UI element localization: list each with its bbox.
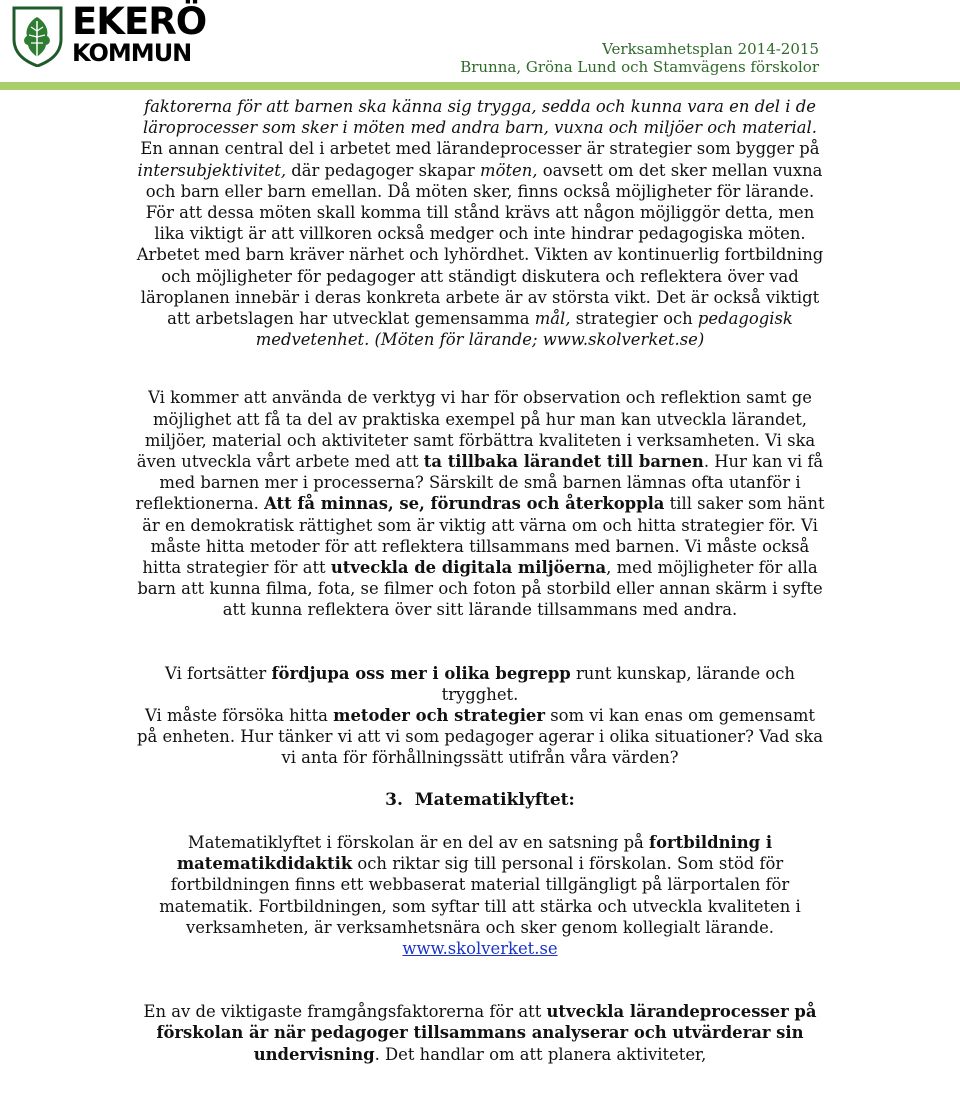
units-subtitle: Brunna, Gröna Lund och Stamvägens förskolor — [460, 58, 819, 76]
text-segment: runt kunskap, lärande och trygghet. — [441, 663, 795, 704]
text-segment: Vi fortsätter — [165, 663, 272, 683]
oak-leaf-shield-icon — [10, 5, 65, 67]
text-segment: Matematiklyftet i förskolan är en del av en satsning på — [187, 832, 650, 852]
bold-phrase: fördjupa oss mer i olika begrepp — [271, 663, 571, 683]
section-title: Matematiklyftet: — [414, 789, 575, 810]
spacer — [135, 769, 825, 790]
text-segment: där pedagoger skapar — [286, 160, 481, 180]
text-segment: strategier och — [570, 309, 698, 329]
text-segment: , med möjligheter för alla barn att kunna filma, fota, se filmer och foton på storbild eller annan skärm i syfte att kunna reflektera över sitt lärande tillsammans med andra. — [137, 558, 823, 620]
text-segment: En annan central del i arbetet med lärandeprocesser är strategier som bygger på — [140, 139, 820, 159]
bold-phrase: fortbildning i matematikdidaktik — [176, 832, 773, 874]
text-segment: som vi kan enas om gemensamt på enheten. Hur tänker vi att vi som pedagoger agerar i olika situationer? Vad ska vi anta för förhållningssätt utifrån våra värden? — [136, 706, 823, 768]
text-segment: och riktar sig till personal i förskolan. Som stöd för fortbildningen finns ett webbaserat material tillgängligt på lärportalen för matematik. Fortbildningen, som syftar till att stärka och utveckla kvaliteten i verksamheten, är verksamhetsnära och sker genom kollegialt lärande. — [159, 854, 801, 937]
bold-phrase: Att få minnas, se, förundras och återkoppla — [264, 494, 665, 514]
spacer — [135, 621, 825, 663]
paragraph-matematiklyftet — [135, 832, 825, 959]
page-header — [0, 0, 960, 85]
paragraph-success-factors — [135, 1001, 825, 1065]
spacer — [135, 959, 825, 1001]
header-divider-stripe — [0, 82, 960, 90]
text-segment: . Det handlar om att planera aktiviteter, — [374, 1044, 707, 1064]
bold-phrase: ta tillbaka lärandet till barnen — [423, 452, 704, 472]
text-segment: Vi kommer att använda de verktyg vi har för observation och reflektion samt ge möjlighet att få ta del av praktiska exempel på hur man kan utveckla lärandet, miljöer, material och aktiviteter samt förbättra kvaliteten i verksamheten. Vi ska även utveckla vårt arbete med att — [136, 388, 816, 472]
text-segment: Vi måste försöka hitta — [145, 706, 334, 726]
brand-name-line2: KOMMUN — [72, 39, 192, 67]
section-heading-matematiklyftet — [135, 790, 825, 811]
italic-citation: pedagogisk medvetenhet. (Möten för lärande; www.skolverket.se) — [255, 309, 793, 350]
section-number: 3. — [385, 789, 403, 810]
text-segment: oavsett om det sker mellan vuxna och barn eller barn emellan. Då möten sker, finns också möjligheter för lärande. För att dessa möten skall komma till stånd krävs att någon möjliggör detta, men lika viktigt är att villkoren också medger och inte hindrar pedagogiska möten. Arbetet med barn kräver närhet och lyhördhet. Vikten av kontinuerlig fortbildning och möjligheter för pedagoger att ständigt diskutera och reflektera över vad läroplanen innebär i deras konkreta arbete är av största vikt. Det är också viktigt att arbetslagen har utvecklat gemensamma — [136, 160, 824, 329]
text-segment: . Hur kan vi få med barnen mer i processerna? Särskilt de små barnen lämnas ofta utanför i reflektionerna. — [135, 452, 824, 514]
skolverket-link[interactable]: www.skolverket.se — [402, 938, 558, 958]
bold-phrase: utveckla de digitala miljöerna — [330, 558, 607, 578]
paragraph-tools — [135, 387, 825, 620]
text-segment: En av de viktigaste framgångsfaktorerna för att — [143, 1002, 547, 1022]
italic-intro: faktorerna för att barnen ska känna sig trygga, sedda och kunna vara en del i de läroprocesser som sker i möten med andra barn, vuxna och miljöer och material. — [143, 97, 817, 138]
spacer — [135, 811, 825, 832]
paragraph-concepts — [135, 663, 825, 769]
spacer — [135, 350, 825, 387]
italic-term: möten, — [480, 160, 538, 180]
bold-phrase: metoder och strategier — [333, 706, 545, 726]
italic-term: mål, — [534, 309, 571, 329]
paragraph-intersubjectivity — [135, 96, 825, 350]
italic-term: intersubjektivitet, — [137, 160, 287, 180]
document-body — [135, 96, 825, 1065]
plan-title: Verksamhetsplan 2014-2015 — [602, 40, 819, 58]
text-segment: till saker som hänt är en demokratisk rättighet som är viktig att värna om och hitta strategier för. Vi måste hitta metoder för att reflektera tillsammans med barnen. Vi måste också hitta strategier för att — [142, 494, 825, 578]
bold-phrase: utveckla lärandeprocesser på förskolan är när pedagoger tillsammans analyserar och utvärderar sin undervisning — [156, 1002, 817, 1064]
brand-name-line1: EKERÖ — [72, 0, 207, 43]
